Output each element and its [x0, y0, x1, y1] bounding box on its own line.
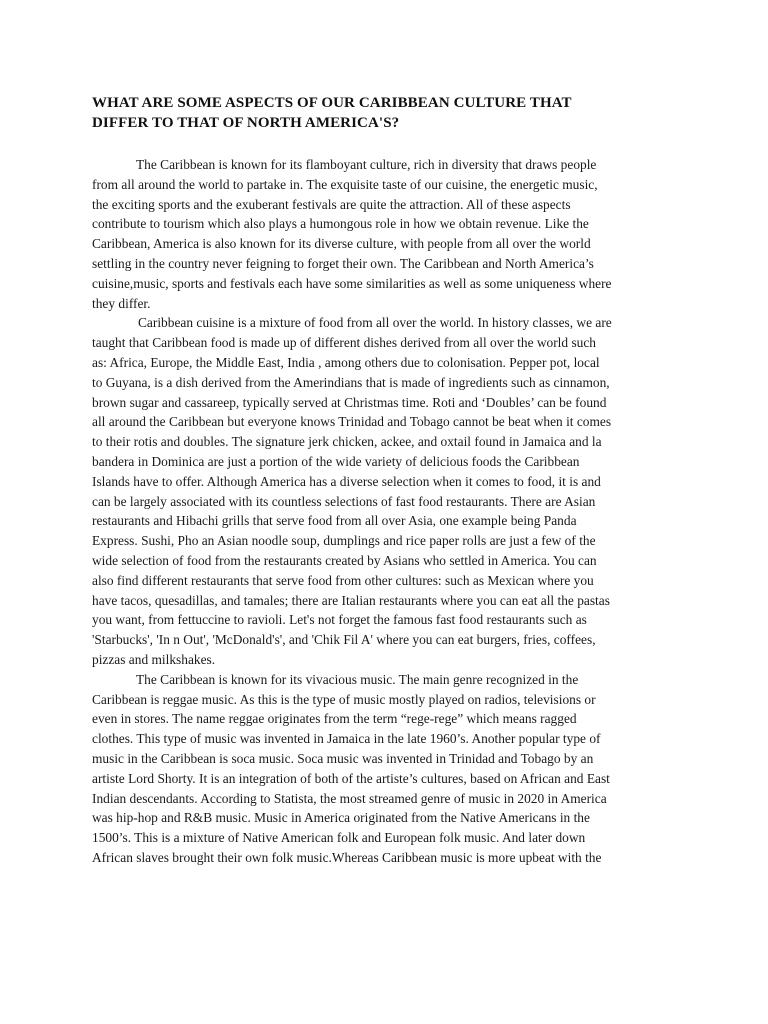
- title-line: DIFFER TO THAT OF NORTH AMERICA'S?: [92, 114, 400, 131]
- text-line: Express. Sushi, Pho an Asian noodle soup, dumplings and rice paper rolls are just a few of the: [92, 533, 596, 549]
- text-line: music in the Caribbean is soca music. Soca music was invented in Trinidad and Tobago by an: [92, 750, 594, 766]
- paragraph-cuisine-first-line: Caribbean cuisine is a mixture of food from all over the world. In history classes, we are: [138, 315, 612, 331]
- text-line: Islands have to offer. Although America has a diverse selection when it comes to food, it is and: [92, 473, 601, 489]
- text-line: African slaves brought their own folk music.Whereas Caribbean music is more upbeat with the: [92, 849, 602, 865]
- text-line: you want, from fettuccine to ravioli. Let's not forget the famous fast food restaurants such as: [92, 612, 587, 628]
- paragraph-intro-first-line: The Caribbean is known for its flamboyant culture, rich in diversity that draws people: [136, 157, 597, 172]
- text-line: clothes. This type of music was invented in Jamaica in the late 1960’s. Another popular type of: [92, 731, 601, 747]
- text-line: to Guyana, is a dish derived from the Amerindians that is made of ingredients such as cinnamon,: [92, 374, 610, 390]
- text-line: Caribbean, America is also known for its diverse culture, with people from all over the world: [92, 236, 591, 252]
- text-line: pizzas and milkshakes.: [92, 651, 216, 667]
- title-line: WHAT ARE SOME ASPECTS OF OUR CARIBBEAN CULTURE THAT: [92, 95, 572, 111]
- text-line: have tacos, quesadillas, and tamales; there are Italian restaurants where you can eat all the pastas: [92, 592, 610, 608]
- text-line: can be largely associated with its countless selections of fast food restaurants. There are Asian: [92, 493, 596, 509]
- text-line: restaurants and Hibachi grills that serve food from all over Asia, one example being Panda: [92, 513, 577, 529]
- text-line: settling in the country never feigning to forget their own. The Caribbean and North America’s: [92, 255, 594, 271]
- text-line: from all around the world to partake in. The exquisite taste of our cuisine, the energetic music,: [92, 176, 598, 192]
- text-line: the exciting sports and the exuberant festivals are quite the attraction. All of these aspects: [92, 196, 571, 212]
- text-line: as: Africa, Europe, the Middle East, India , among others due to colonisation. Pepper pot, local: [92, 354, 600, 370]
- text-line: Caribbean is reggae music. As this is the type of music mostly played on radios, televisions or: [92, 691, 596, 707]
- paragraph-music-first-line: The Caribbean is known for its vivacious music. The main genre recognized in the: [136, 671, 579, 687]
- text-line: taught that Caribbean food is made up of different dishes derived from all over the world such: [92, 335, 596, 351]
- text-line: even in stores. The name reggae originates from the term “rege-rege” which means ragged: [92, 711, 577, 727]
- text-line: bandera in Dominica are just a portion of the wide variety of delicious foods the Caribbean: [92, 453, 580, 469]
- text-line: was hip-hop and R&B music. Music in America originated from the Native Americans in the: [92, 810, 590, 826]
- text-line: contribute to tourism which also plays a humongous role in how we obtain revenue. Like the: [92, 216, 589, 232]
- text-line: 'Starbucks', 'In n Out', 'McDonald's', and 'Chik Fil A' where you can eat burgers, fries, coffees,: [92, 632, 596, 648]
- text-line: 1500’s. This is a mixture of Native American folk and European folk music. And later down: [92, 830, 586, 846]
- text-line: they differ.: [92, 295, 151, 311]
- document-body: [92, 155, 672, 868]
- text-line: also find different restaurants that serve food from other cultures: such as Mexican where you: [92, 572, 594, 588]
- text-line: cuisine,music, sports and festivals each have some similarities as well as some uniqueness where: [92, 275, 612, 291]
- text-line: artiste Lord Shorty. It is an integration of both of the artiste’s cultures, based on African and East: [92, 770, 610, 786]
- text-line: all around the Caribbean but everyone knows Trinidad and Tobago cannot be beat when it comes: [92, 414, 612, 430]
- text-line: brown sugar and cassareep, typically served at Christmas time. Roti and ‘Doubles’ can be found: [92, 394, 607, 410]
- document-title: [92, 93, 692, 133]
- text-line: to their rotis and doubles. The signature jerk chicken, ackee, and oxtail found in Jamaica and la: [92, 434, 602, 450]
- text-line: wide selection of food from the restaurants created by Asians who settled in America. You can: [92, 552, 597, 568]
- text-line: Indian descendants. According to Statista, the most streamed genre of music in 2020 in America: [92, 790, 607, 806]
